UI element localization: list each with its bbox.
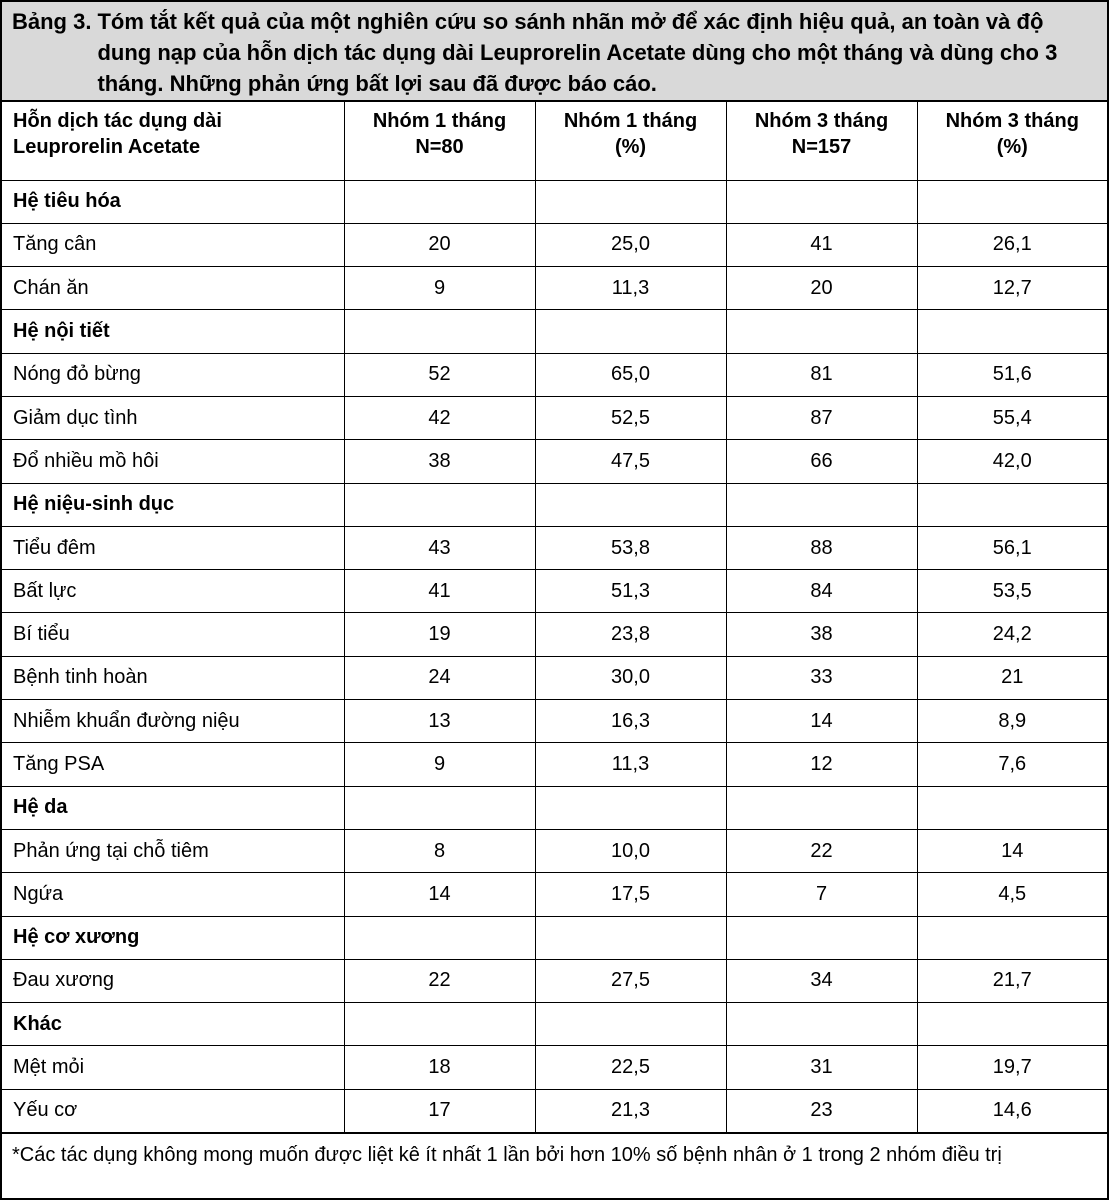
table-cell: 38 <box>726 613 917 656</box>
adverse-reactions-table <box>2 102 1107 1133</box>
table-cell: 17,5 <box>535 873 726 916</box>
table-cell: 11,3 <box>535 267 726 310</box>
reaction-name: Tăng PSA <box>2 743 344 786</box>
table-cell: 14,6 <box>917 1089 1107 1132</box>
table-cell: 51,3 <box>535 570 726 613</box>
table-cell: 87 <box>726 396 917 439</box>
column-header: Nhóm 3 tháng (%) <box>917 102 1107 180</box>
table-cell <box>535 483 726 526</box>
table-cell: 19 <box>344 613 535 656</box>
table-cell: 14 <box>344 873 535 916</box>
group-label: Hệ da <box>2 786 344 829</box>
group-label: Hệ nội tiết <box>2 310 344 353</box>
table-cell: 14 <box>726 700 917 743</box>
table-row <box>2 267 1107 310</box>
table-group-row <box>2 180 1107 223</box>
table-cell: 4,5 <box>917 873 1107 916</box>
table-cell: 10,0 <box>535 829 726 872</box>
reaction-name: Yếu cơ <box>2 1089 344 1132</box>
column-header: Hỗn dịch tác dụng dài Leuprorelin Acetate <box>2 102 344 180</box>
reaction-name: Ngứa <box>2 873 344 916</box>
reaction-name: Giảm dục tình <box>2 396 344 439</box>
table-cell: 9 <box>344 267 535 310</box>
reaction-name: Chán ăn <box>2 267 344 310</box>
reaction-name: Bí tiểu <box>2 613 344 656</box>
group-label: Hệ tiêu hóa <box>2 180 344 223</box>
table-cell: 17 <box>344 1089 535 1132</box>
table-cell <box>535 310 726 353</box>
table-cell: 11,3 <box>535 743 726 786</box>
table-cell <box>726 180 917 223</box>
caption-label: Bảng 3. <box>12 9 92 34</box>
table-row <box>2 353 1107 396</box>
table-group-row <box>2 916 1107 959</box>
table-cell: 24,2 <box>917 613 1107 656</box>
table-row <box>2 526 1107 569</box>
table-cell: 55,4 <box>917 396 1107 439</box>
table-cell <box>535 180 726 223</box>
table-cell: 42,0 <box>917 440 1107 483</box>
table-group-row <box>2 483 1107 526</box>
group-label: Hệ niệu-sinh dục <box>2 483 344 526</box>
table-cell <box>535 916 726 959</box>
table-cell <box>917 786 1107 829</box>
table-cell: 33 <box>726 656 917 699</box>
table-cell: 41 <box>726 223 917 266</box>
table-cell <box>917 1003 1107 1046</box>
table-cell: 56,1 <box>917 526 1107 569</box>
table-cell <box>726 1003 917 1046</box>
table-cell <box>344 310 535 353</box>
table-row <box>2 570 1107 613</box>
table-cell: 12,7 <box>917 267 1107 310</box>
table-cell <box>344 483 535 526</box>
table-cell: 38 <box>344 440 535 483</box>
table-cell: 34 <box>726 959 917 1002</box>
table-row <box>2 613 1107 656</box>
table-cell <box>535 786 726 829</box>
table-cell: 13 <box>344 700 535 743</box>
table-cell: 51,6 <box>917 353 1107 396</box>
table-cell: 24 <box>344 656 535 699</box>
table-cell: 42 <box>344 396 535 439</box>
group-label: Khác <box>2 1003 344 1046</box>
table-cell: 84 <box>726 570 917 613</box>
table-cell: 26,1 <box>917 223 1107 266</box>
table-row <box>2 959 1107 1002</box>
table-cell: 9 <box>344 743 535 786</box>
table-cell <box>726 786 917 829</box>
column-header: Nhóm 3 tháng N=157 <box>726 102 917 180</box>
table-cell <box>917 310 1107 353</box>
table-row <box>2 743 1107 786</box>
table-cell <box>344 916 535 959</box>
table-cell <box>344 1003 535 1046</box>
table-cell: 23 <box>726 1089 917 1132</box>
table-cell: 8,9 <box>917 700 1107 743</box>
table-cell: 7,6 <box>917 743 1107 786</box>
table-cell: 7 <box>726 873 917 916</box>
reaction-name: Tiểu đêm <box>2 526 344 569</box>
column-header: Nhóm 1 tháng (%) <box>535 102 726 180</box>
table-cell: 43 <box>344 526 535 569</box>
table-row <box>2 829 1107 872</box>
table-cell: 22 <box>344 959 535 1002</box>
table-cell: 66 <box>726 440 917 483</box>
table-cell: 22,5 <box>535 1046 726 1089</box>
table-cell <box>917 916 1107 959</box>
reaction-name: Đổ nhiều mồ hôi <box>2 440 344 483</box>
table-cell <box>344 180 535 223</box>
table-row <box>2 1089 1107 1132</box>
table-cell: 23,8 <box>535 613 726 656</box>
table-cell: 53,5 <box>917 570 1107 613</box>
table-cell: 20 <box>344 223 535 266</box>
reaction-name: Nóng đỏ bừng <box>2 353 344 396</box>
table-cell <box>344 786 535 829</box>
table-row <box>2 396 1107 439</box>
table-cell: 20 <box>726 267 917 310</box>
table-cell <box>726 310 917 353</box>
table-row <box>2 440 1107 483</box>
table-cell: 41 <box>344 570 535 613</box>
table-cell: 8 <box>344 829 535 872</box>
table-cell: 53,8 <box>535 526 726 569</box>
header-row <box>2 102 1107 180</box>
table-cell <box>726 483 917 526</box>
table-cell <box>535 1003 726 1046</box>
reaction-name: Bất lực <box>2 570 344 613</box>
table-row <box>2 223 1107 266</box>
table-cell: 21,7 <box>917 959 1107 1002</box>
table-cell: 88 <box>726 526 917 569</box>
reaction-name: Tăng cân <box>2 223 344 266</box>
table-body <box>2 180 1107 1133</box>
reaction-name: Đau xương <box>2 959 344 1002</box>
table-cell: 52 <box>344 353 535 396</box>
table-cell: 30,0 <box>535 656 726 699</box>
table-cell: 19,7 <box>917 1046 1107 1089</box>
table-footnote: *Các tác dụng không mong muốn được liệt kê ít nhất 1 lần bởi hơn 10% số bệnh nhân ở 1 trong 2 nhóm điều trị <box>2 1133 1107 1203</box>
reaction-name: Nhiễm khuẩn đường niệu <box>2 700 344 743</box>
table-cell: 21 <box>917 656 1107 699</box>
reaction-name: Phản ứng tại chỗ tiêm <box>2 829 344 872</box>
table-cell: 18 <box>344 1046 535 1089</box>
table-row <box>2 873 1107 916</box>
table-cell: 27,5 <box>535 959 726 1002</box>
table-group-row <box>2 786 1107 829</box>
table-group-row <box>2 1003 1107 1046</box>
table-cell: 12 <box>726 743 917 786</box>
table-cell: 81 <box>726 353 917 396</box>
table-cell <box>726 916 917 959</box>
table-cell <box>917 180 1107 223</box>
table-cell <box>917 483 1107 526</box>
table-cell: 14 <box>917 829 1107 872</box>
column-header: Nhóm 1 tháng N=80 <box>344 102 535 180</box>
reaction-name: Mệt mỏi <box>2 1046 344 1089</box>
table-cell: 52,5 <box>535 396 726 439</box>
reaction-name: Bệnh tinh hoàn <box>2 656 344 699</box>
table-cell: 22 <box>726 829 917 872</box>
table-group-row <box>2 310 1107 353</box>
table-cell: 16,3 <box>535 700 726 743</box>
caption-text: Tóm tắt kết quả của một nghiên cứu so sánh nhãn mở để xác định hiệu quả, an toàn và độ dung nạp của hỗn dịch tác dụng dài Leuprorelin Acetate dùng cho một tháng và dùng cho 3 tháng. Những phản ứng bất lợi sau đã được báo cáo. <box>97 9 1058 96</box>
table-row <box>2 656 1107 699</box>
table-cell: 25,0 <box>535 223 726 266</box>
group-label: Hệ cơ xương <box>2 916 344 959</box>
table-cell: 47,5 <box>535 440 726 483</box>
table-cell: 65,0 <box>535 353 726 396</box>
table-row <box>2 1046 1107 1089</box>
table-row <box>2 700 1107 743</box>
table-cell: 31 <box>726 1046 917 1089</box>
table-cell: 21,3 <box>535 1089 726 1132</box>
table-caption <box>2 2 1107 102</box>
